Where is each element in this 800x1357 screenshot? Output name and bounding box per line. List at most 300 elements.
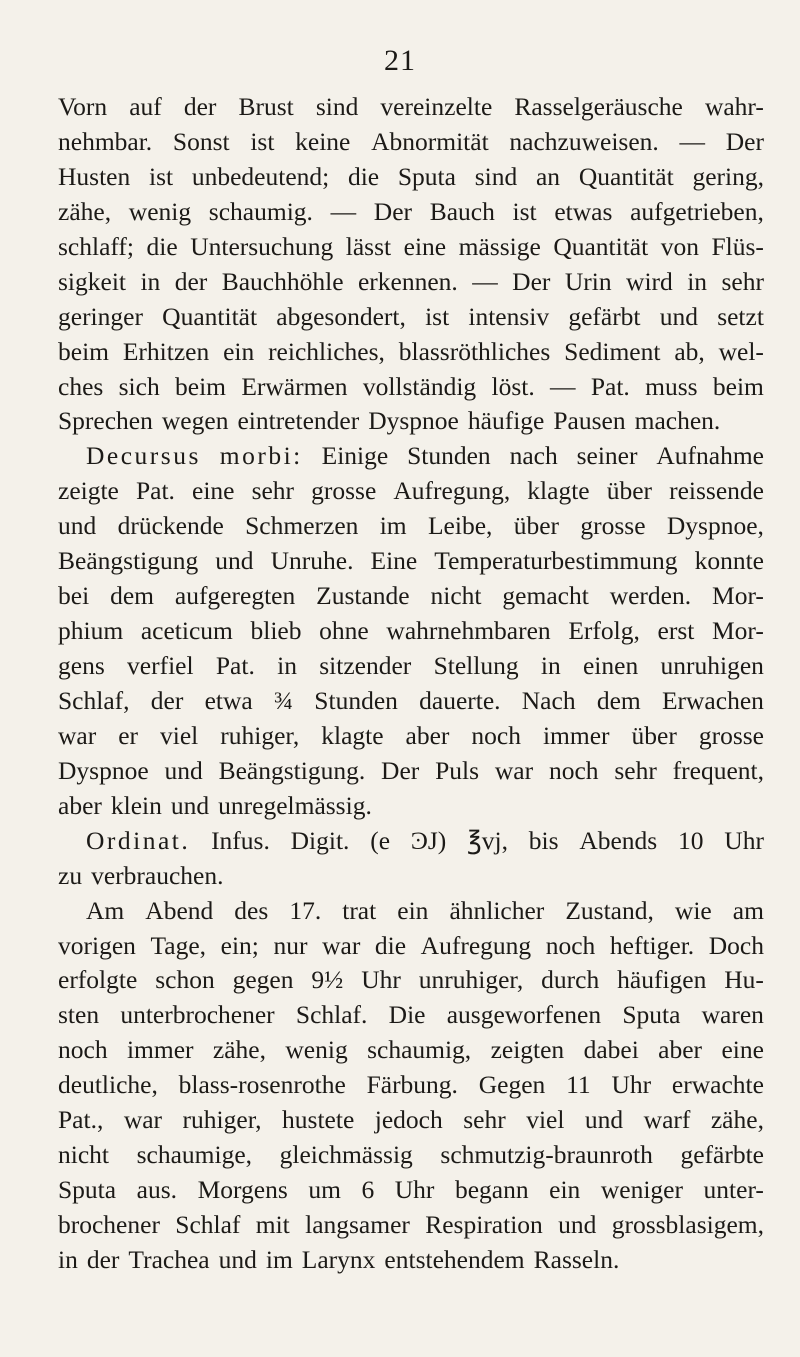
word: sind (315, 92, 359, 121)
word: mit (255, 1210, 290, 1239)
word: in (140, 266, 161, 296)
word: und (659, 301, 698, 331)
word: dem (596, 685, 641, 715)
word: ein; (220, 930, 259, 960)
word: verfiel (127, 651, 194, 680)
word: Untersuchung (190, 231, 334, 261)
word: nachzuweisen. (509, 126, 659, 156)
text-line (58, 90, 764, 125)
word: war (322, 930, 361, 960)
word: abgesondert, (276, 301, 406, 331)
word: Ordinat. (86, 825, 191, 855)
word: Der (381, 755, 420, 785)
word: Bauch (429, 196, 495, 226)
word: eine (403, 231, 447, 261)
word: Abend (145, 895, 214, 925)
word: und (218, 1244, 257, 1274)
text-line (58, 719, 764, 754)
text-line (58, 1173, 764, 1208)
word: sten (58, 1000, 100, 1030)
word: seiner (576, 441, 638, 471)
word: Der (725, 126, 764, 156)
word: drückende (117, 511, 224, 541)
word: häufige (467, 406, 545, 436)
word: Dyspnoe (368, 406, 459, 436)
word: löst. (491, 371, 535, 401)
word: ℥vj, (467, 825, 508, 855)
word: und (584, 1105, 624, 1135)
word: Pat., (58, 1105, 104, 1135)
word: unruhiger, (418, 965, 524, 995)
word: die (146, 231, 178, 261)
word: einen (582, 651, 639, 680)
word: Schlaf (175, 1210, 241, 1239)
word: morbi: (219, 441, 303, 471)
word: gefärbt (568, 301, 641, 331)
word: eintretender (237, 406, 360, 436)
word: werden. (609, 581, 692, 611)
word: Schlaf, (58, 685, 130, 715)
word: viel (526, 1105, 565, 1135)
text-line (58, 125, 764, 160)
word: grosse (698, 720, 764, 750)
word: waren (701, 1000, 764, 1030)
word: (e (370, 825, 391, 855)
word: konnte (694, 546, 764, 576)
word: noch (545, 930, 596, 960)
word: zeigte (58, 476, 119, 506)
word: sehr (463, 1105, 506, 1135)
word: erkennen. (357, 266, 458, 296)
word: unruhigen (660, 651, 764, 680)
word: Quantität (578, 161, 674, 191)
word: von (660, 231, 699, 261)
text-line (58, 998, 764, 1033)
word: nicht (58, 1140, 109, 1170)
word: über (513, 511, 560, 541)
word: gering, (692, 161, 764, 191)
word: um (308, 1175, 341, 1205)
word: immer (126, 1035, 194, 1065)
word: beim (712, 371, 764, 401)
word: vorigen (58, 930, 136, 960)
word: Gegen (478, 1070, 546, 1100)
word: klein (110, 790, 162, 820)
word: intensiv (468, 301, 550, 331)
word: sitzender (319, 651, 412, 680)
word: Sputa (622, 1000, 681, 1030)
word: eine (192, 476, 235, 506)
word: des (234, 895, 269, 925)
text-line (58, 1208, 764, 1243)
word: Digit. (290, 825, 350, 855)
word: sehr (721, 266, 764, 296)
word: noch (548, 755, 599, 785)
word: Decursus (86, 441, 201, 471)
word: 6 (361, 1175, 375, 1205)
word: blassröthliches (398, 336, 551, 366)
word: Der (512, 266, 551, 296)
word: bei (58, 581, 90, 611)
word: vereinzelte (380, 92, 493, 121)
word: Bauchhöhle (221, 266, 344, 296)
text-line (58, 1138, 764, 1173)
word: gleichmässig (279, 1140, 413, 1170)
word: klagte (321, 720, 384, 750)
word: schaumige, (136, 1140, 253, 1170)
word: ein (223, 336, 255, 366)
word: lässt (345, 231, 392, 261)
text-line (58, 370, 764, 405)
word: gemacht (502, 581, 589, 611)
text-line (58, 265, 764, 300)
word: ϿJ) (410, 825, 447, 855)
text-line (58, 859, 764, 894)
word: etwas (554, 196, 613, 226)
word: in (540, 651, 561, 680)
word: Respiration (425, 1210, 543, 1239)
text-line (58, 789, 764, 824)
word: Eine (370, 546, 418, 576)
word: unterbrochener (120, 1000, 275, 1030)
text-line (58, 300, 764, 335)
word: sigkeit (58, 266, 126, 296)
word: ein (549, 1175, 581, 1205)
word: in (58, 1244, 78, 1274)
word: aber (658, 1035, 703, 1065)
word: phium (58, 616, 124, 646)
word: nehmbar. (58, 126, 153, 156)
word: Temperaturbestimmung (434, 546, 678, 576)
text-line (58, 230, 764, 265)
word: und (215, 546, 254, 576)
word: Morgens (197, 1175, 288, 1205)
text-line (58, 1243, 764, 1278)
word: nach (509, 441, 558, 471)
word: geringer (58, 301, 143, 331)
word: Beängstigung (58, 546, 199, 576)
word: mässige (458, 231, 541, 261)
word: Färbung. (366, 1070, 458, 1100)
word: ohne (319, 616, 369, 646)
word: beim (175, 371, 227, 401)
text-line (58, 474, 764, 509)
word: warf (643, 1105, 691, 1135)
word: unregelmässig. (218, 790, 372, 820)
word: Uhr (724, 825, 764, 855)
word: ab, (674, 336, 705, 366)
text-line (58, 509, 764, 544)
word: viel (160, 720, 199, 750)
word: Pat. (135, 476, 175, 506)
word: Hu- (724, 965, 764, 995)
word: dabei (583, 1035, 639, 1065)
word: sehr (251, 476, 295, 506)
word: Urin (564, 266, 612, 296)
word: er (118, 720, 139, 750)
word: noch (58, 1035, 108, 1065)
word: ches (58, 371, 104, 401)
word: Unruhe. (270, 546, 354, 576)
word: war (58, 720, 97, 750)
text-line (58, 963, 764, 998)
word: aber (405, 720, 450, 750)
word: Nach (521, 685, 576, 715)
word: ausgeworfenen (446, 1000, 602, 1030)
word: — (550, 371, 576, 401)
word: Am (86, 895, 125, 925)
word: dem (110, 581, 154, 611)
word: beim (58, 336, 109, 366)
text-line (58, 754, 764, 789)
word: vollständig (362, 371, 477, 401)
word: zähe, (710, 1105, 764, 1135)
word: sehr (614, 755, 657, 785)
word: im (379, 511, 407, 541)
word: trat (342, 895, 377, 925)
word: zu (58, 860, 83, 890)
word: Sediment (564, 336, 661, 366)
word: war (123, 1105, 163, 1135)
word: Rasseln. (533, 1244, 620, 1274)
word: Husten (58, 161, 131, 191)
word: Stunden (407, 441, 491, 471)
text-line (58, 579, 764, 614)
word: Quantität (162, 301, 258, 331)
word: Infus. (211, 825, 270, 855)
word: Quantität (553, 231, 649, 261)
word: wird (626, 266, 673, 296)
word: 10 (678, 825, 704, 855)
word: weniger (600, 1175, 683, 1205)
word: ist (149, 161, 174, 191)
word: an (535, 161, 561, 191)
word: Flüs- (711, 231, 764, 261)
word: immer (542, 720, 610, 750)
word: 17. (289, 895, 322, 925)
word: aufgetrieben, (630, 196, 764, 226)
word: gens (58, 651, 105, 680)
word: Sonst (172, 126, 230, 156)
word: zähe, (58, 196, 112, 226)
word: Schmerzen (245, 511, 359, 541)
word: im (265, 1244, 293, 1274)
word: setzt (717, 301, 764, 331)
word: Sputa (397, 161, 456, 191)
word: reissende (669, 476, 764, 506)
text-line (58, 439, 764, 474)
word: Leibe, (427, 511, 493, 541)
word: und (58, 511, 97, 541)
word: schlaff; (58, 231, 135, 261)
word: wel- (718, 336, 764, 366)
word: Trachea (128, 1244, 210, 1274)
word: Puls (435, 755, 480, 785)
word: Schlaf. (295, 1000, 368, 1030)
word: wenig (128, 196, 192, 226)
word: in (277, 651, 297, 680)
word: hustete (282, 1105, 355, 1135)
word: Erwärmen (241, 371, 348, 401)
word: Vorn (58, 92, 108, 121)
word: in (687, 266, 708, 296)
text-line (58, 614, 764, 649)
word: 9½ (311, 965, 344, 995)
word: — (679, 126, 705, 156)
word: ein (397, 895, 429, 925)
word: — (330, 196, 357, 226)
word: Abends (579, 825, 658, 855)
word: unter- (703, 1175, 764, 1205)
word: schaumig. (208, 196, 313, 226)
word: wahrnehmbaren (386, 616, 551, 646)
word: Stunden (314, 685, 398, 715)
word: der (183, 92, 217, 121)
word: Mor- (712, 616, 764, 646)
word: schaumig, (367, 1035, 472, 1065)
word: Pat. (215, 651, 255, 680)
word: Uhr (361, 965, 401, 995)
word: Pat. (590, 371, 630, 401)
word: Aufregung, (393, 476, 511, 506)
word: Abnormität (371, 126, 489, 156)
word: ist (512, 196, 537, 226)
word: erst (657, 616, 695, 646)
word: sich (118, 371, 160, 401)
word: Erwachen (661, 685, 764, 715)
word: muss (645, 371, 698, 401)
word: über (606, 476, 652, 506)
word: keine (295, 126, 351, 156)
text-line (58, 649, 764, 684)
word: Rasselgeräusche (514, 92, 683, 121)
word: Dyspnoe (58, 755, 149, 785)
word: Mor- (712, 581, 764, 611)
word: Erhitzen (122, 336, 210, 366)
word: wie (674, 895, 712, 925)
text-line (58, 1068, 764, 1103)
word: ruhiger, (220, 720, 300, 750)
word: der (174, 266, 208, 296)
body-text (58, 90, 764, 1278)
text-line (58, 824, 764, 859)
word: über (631, 720, 677, 750)
word: Erfolg, (568, 616, 640, 646)
word: die (374, 930, 407, 960)
text-line (58, 335, 764, 370)
word: machen. (634, 406, 721, 436)
word: Brust (238, 92, 294, 121)
word: Aufregung (420, 930, 532, 960)
text-line (58, 160, 764, 195)
word: Aufnahme (656, 441, 764, 471)
word: — (472, 266, 498, 296)
word: gefärbte (680, 1140, 764, 1170)
word: Pausen (553, 406, 626, 436)
text-line (58, 1033, 764, 1068)
word: erwachte (671, 1070, 764, 1100)
word: der (150, 685, 184, 715)
word: aceticum (140, 616, 233, 646)
word: 11 (566, 1070, 591, 1100)
word: ist (425, 301, 450, 331)
word: am (732, 895, 764, 925)
word: eine (721, 1035, 764, 1065)
text-line (58, 195, 764, 230)
word: auf (129, 92, 162, 121)
word: nur (273, 930, 308, 960)
word: ist (250, 126, 275, 156)
word: verbrauchen. (91, 860, 224, 890)
word: etwa (204, 685, 253, 715)
text-line (58, 1103, 764, 1138)
word: aber (58, 790, 102, 820)
word: schmutzig-braunroth (440, 1140, 653, 1170)
word: der (86, 1244, 120, 1274)
word: aus. (136, 1175, 178, 1205)
text-line (58, 894, 764, 929)
word: und (558, 1210, 597, 1239)
word: Uhr (394, 1175, 435, 1205)
word: dauerte. (419, 685, 501, 715)
word: reichliches, (268, 336, 385, 366)
word: häufigen (617, 965, 707, 995)
word: Stellung (433, 651, 519, 680)
word: sind (474, 161, 518, 191)
word: noch (471, 720, 521, 750)
word: Zustande (316, 581, 410, 611)
word: grosse (311, 476, 377, 506)
word: Der (373, 196, 413, 226)
text-line (58, 684, 764, 719)
word: aufgeregten (174, 581, 296, 611)
text-line (58, 404, 764, 439)
word: frequent, (672, 755, 764, 785)
word: und (170, 790, 210, 820)
word: ruhiger, (182, 1105, 262, 1135)
word: Einige (321, 441, 389, 471)
word: langsamer (305, 1210, 410, 1239)
word: grosse (580, 511, 646, 541)
word: schon (155, 965, 215, 995)
word: grossblasigem, (611, 1210, 764, 1239)
text-line (58, 544, 764, 579)
word: zeigten (490, 1035, 565, 1065)
word: Die (388, 1000, 426, 1030)
word: Dyspnoe, (666, 511, 764, 541)
word: blass-rosenrothe (178, 1070, 346, 1100)
word: Uhr (611, 1070, 652, 1100)
word: bis (528, 825, 559, 855)
word: brochener (58, 1210, 160, 1239)
word: zähe, (212, 1035, 266, 1065)
word: ähnlicher (449, 895, 545, 925)
word: nicht (430, 581, 482, 611)
word: und (164, 755, 203, 785)
word: blieb (250, 616, 302, 646)
word: entstehendem (384, 1244, 525, 1274)
word: Doch (708, 930, 764, 960)
word: durch (541, 965, 600, 995)
word: deutliche, (58, 1070, 158, 1100)
word: klagte (527, 476, 590, 506)
word: wegen (161, 406, 229, 436)
word: wenig (285, 1035, 348, 1065)
word: Beängstigung. (218, 755, 366, 785)
word: gegen (232, 965, 294, 995)
word: war (494, 755, 534, 785)
word: jedoch (374, 1105, 443, 1135)
